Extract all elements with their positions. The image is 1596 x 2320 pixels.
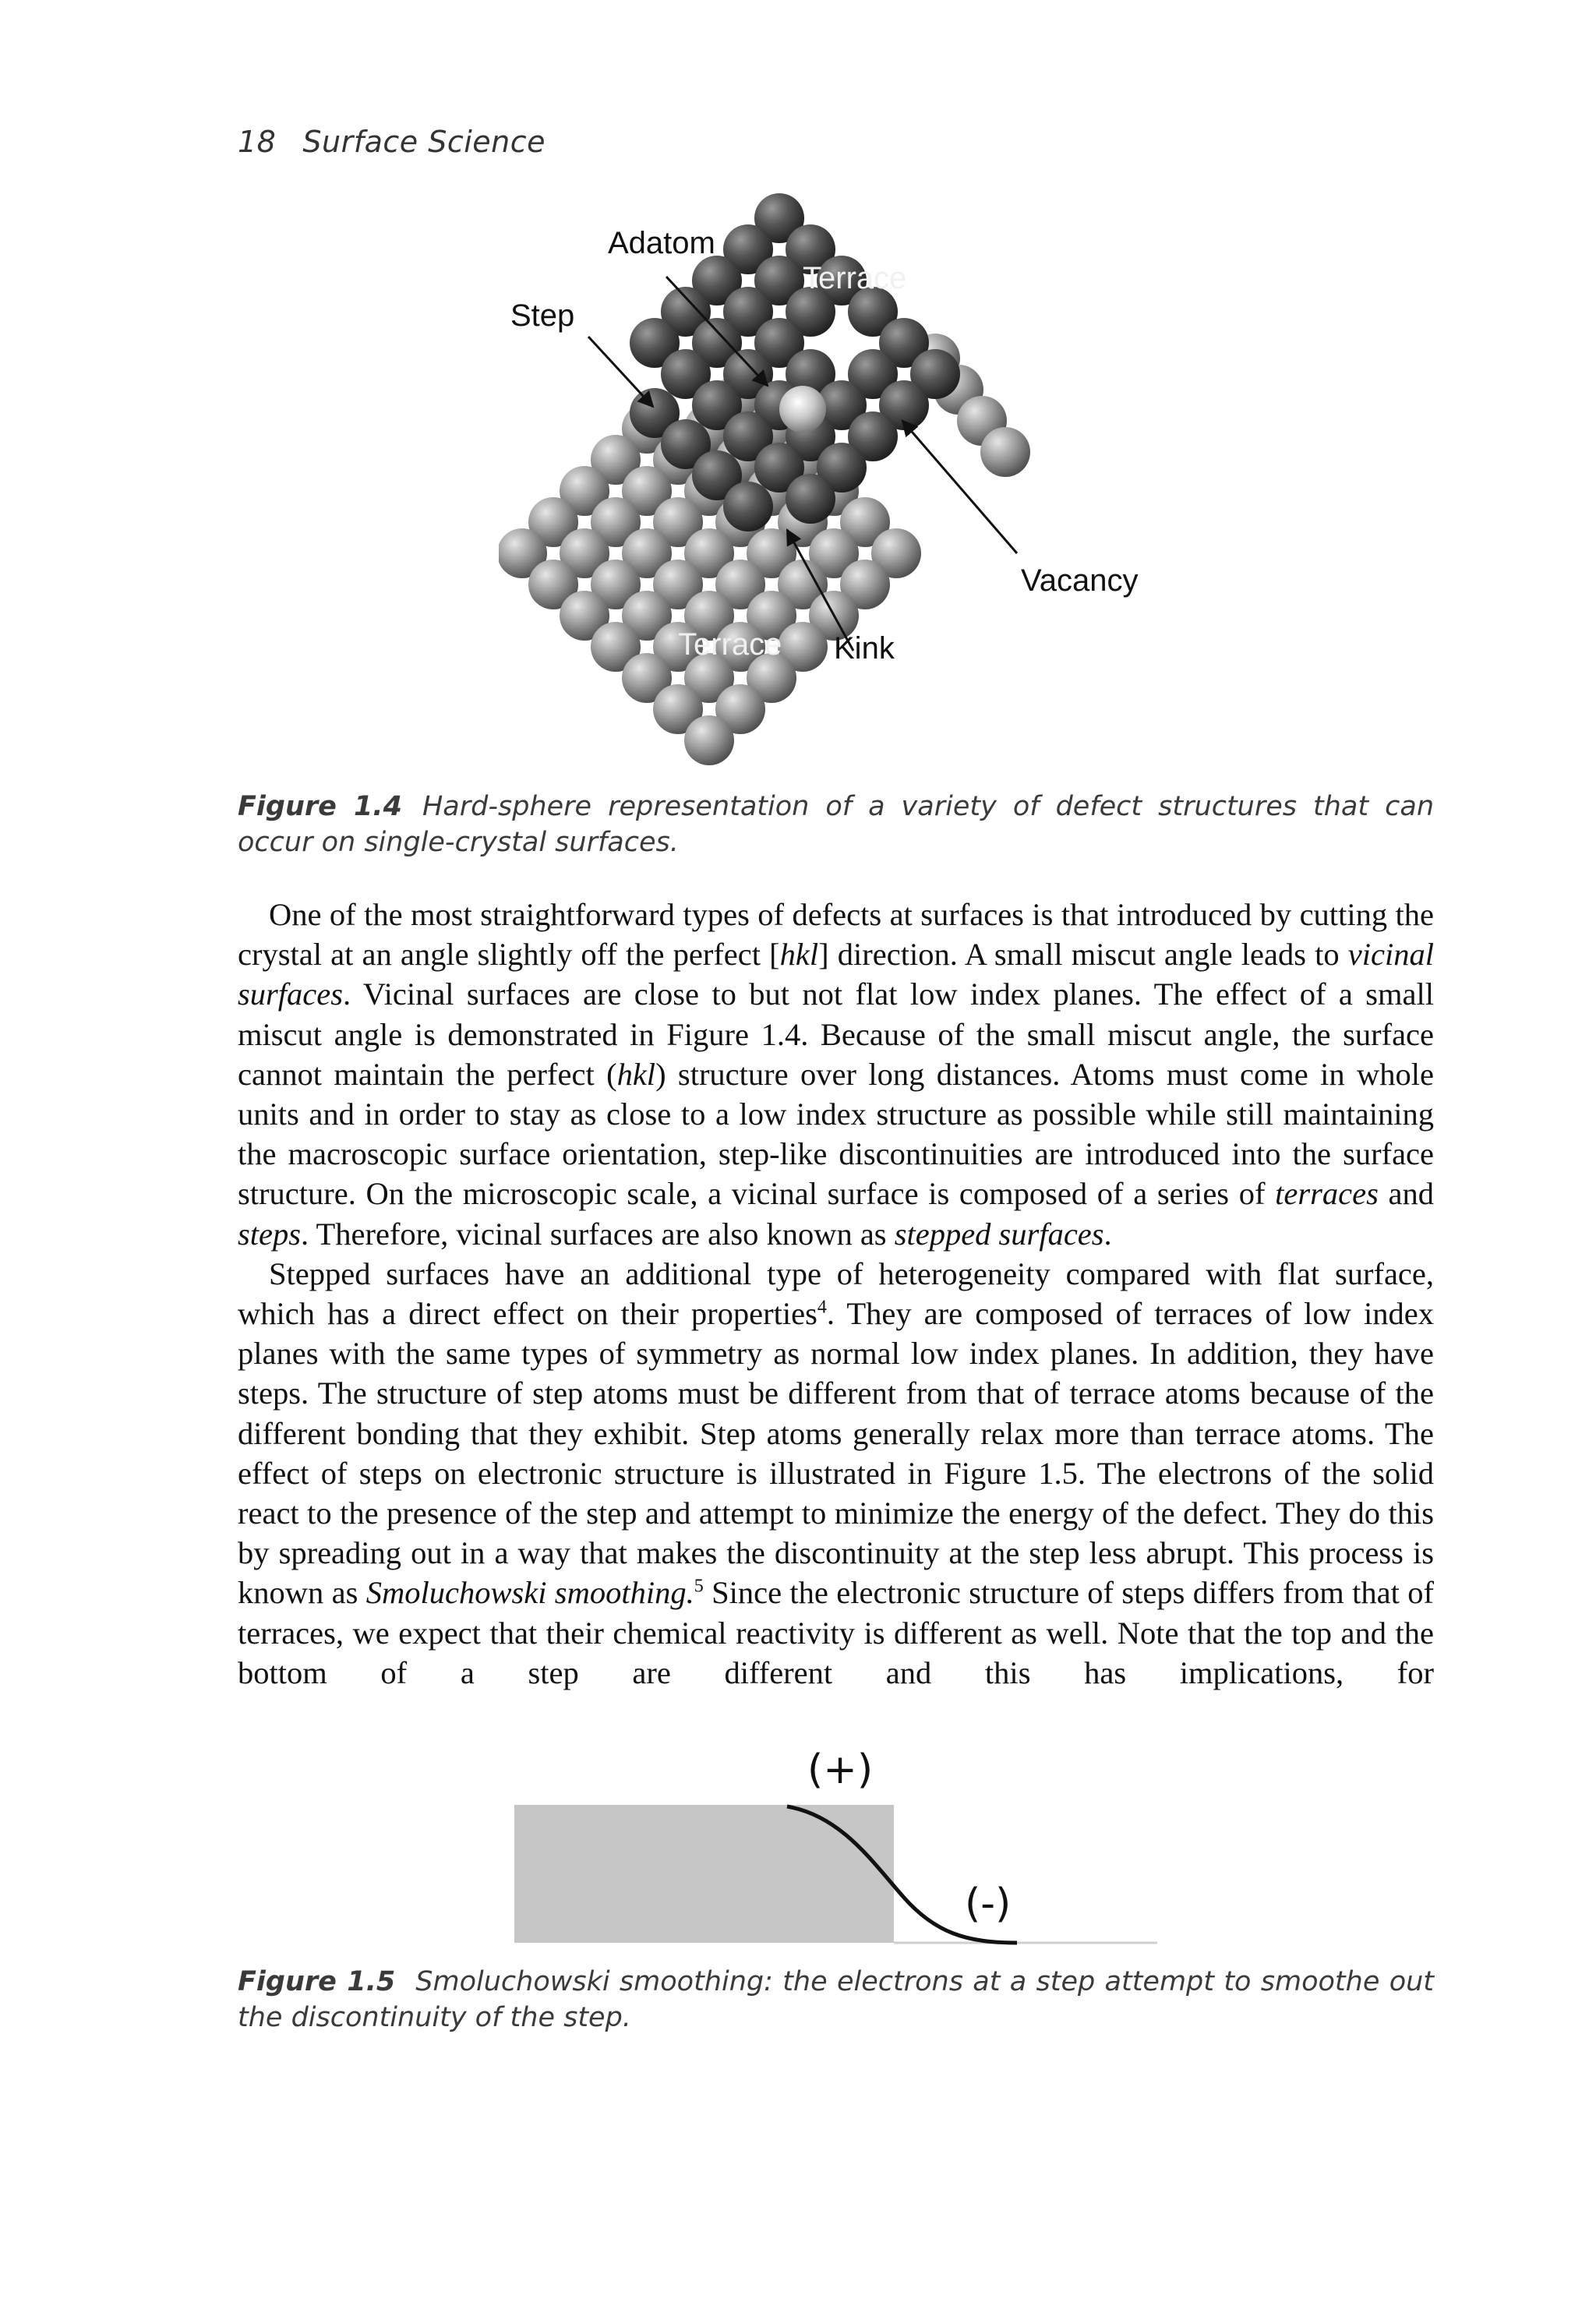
terrace-bottom-label: Terrace — [678, 627, 782, 662]
dark-atom — [723, 482, 773, 531]
italic-run: steps — [238, 1216, 301, 1252]
step-solid-block — [514, 1805, 894, 1943]
paragraph-1 — [238, 895, 1434, 1254]
figure-1-4-caption-text: Hard-sphere representation of a variety of defect structures that can occur on single-crystal surfaces. — [238, 791, 1434, 858]
adatom-atom — [779, 386, 826, 433]
italic-run: vicinal surfaces — [238, 937, 1434, 1012]
plus-label: (+) — [807, 1746, 874, 1793]
dark-atom — [786, 474, 835, 524]
figure-1-5-caption-text: Smoluchowski smoothing: the electrons at a step attempt to smoothe out the discontinuity of the step. — [238, 1966, 1435, 2033]
terrace-top-label: Terrace — [803, 261, 907, 295]
text-run: Since the electronic structure of steps differs from that of terraces, we expect that their chemical reactivity is different as well. Note that the top and the bottom of a step are different and this has implications, for — [238, 1575, 1434, 1690]
reference-superscript: 4 — [817, 1297, 827, 1318]
paragraph-2 — [238, 1254, 1434, 1693]
text-run: and — [1378, 1176, 1434, 1212]
page-number: 18 — [238, 125, 277, 159]
text-run: One of the most straightforward types of defects at surfaces is that introduced by cutting the crystal at an angle slightly off the perfect [ — [238, 897, 1434, 973]
kink-label: Kink — [834, 631, 895, 666]
step-label: Step — [510, 298, 575, 333]
figure-1-5-caption — [238, 1964, 1434, 2036]
running-head — [238, 125, 546, 159]
italic-run: hkl — [616, 1056, 656, 1092]
figure-1-4-illustration — [499, 187, 1185, 772]
text-run: ] direction. A small miscut angle leads to — [818, 937, 1348, 973]
text-run: . — [1103, 1216, 1112, 1252]
text-run: Stepped surfaces have an additional type of heterogeneity compared with flat surface, which has a direct effect on their properties — [238, 1255, 1434, 1332]
body-text — [238, 895, 1434, 1693]
figure-1-5-caption-label: Figure 1.5 — [238, 1966, 396, 1997]
text-run: . Therefore, vicinal surfaces are also known as — [301, 1216, 895, 1252]
text-run: ) structure over long distances. Atoms must come in whole units and in order to stay as close to a low index structure as possible while still maintaining the macroscopic surface orientation, step-like discontinuities are introduced into the surface structure. On the microscopic scale, a vicinal surface is composed of a series of — [238, 1056, 1434, 1212]
vacancy-label: Vacancy — [1021, 563, 1139, 598]
text-run: . Vicinal surfaces are close to but not flat low index planes. The effect of a small miscut angle is demonstrated in Figure 1.4. Because of the small miscut angle, the surface cannot maintain the perfect ( — [238, 976, 1434, 1092]
atom-lattice — [499, 193, 1030, 765]
italic-run: hkl — [779, 937, 819, 973]
light-atom — [684, 715, 734, 765]
adatom-label: Adatom — [608, 226, 715, 260]
book-title: Surface Science — [302, 125, 546, 159]
italic-run: terraces — [1275, 1176, 1379, 1212]
italic-run: Smoluchowski smoothing. — [365, 1575, 694, 1611]
light-atom — [980, 427, 1030, 477]
figure-1-5-illustration — [499, 1722, 1185, 1956]
figure-1-4-caption-label: Figure 1.4 — [238, 791, 402, 822]
reference-superscript: 5 — [694, 1576, 704, 1597]
italic-run: stepped surfaces — [894, 1216, 1104, 1252]
figure-1-4-caption — [238, 789, 1434, 860]
minus-label: (-) — [965, 1880, 1012, 1927]
text-run: . They are composed of terraces of low index planes with the same types of symmetry as normal low index planes. In addition, they have steps. The structure of step atoms must be different from that of terrace atoms because of the different bonding that they exhibit. Step atoms generally relax more than terrace atoms. The effect of steps on electronic structure is illustrated in Figure 1.5. The electrons of the solid react to the presence of the step and attempt to minimize the energy of the defect. They do this by spreading out in a way that makes the discontinuity at the step less abrupt. This process is known as — [238, 1296, 1434, 1611]
